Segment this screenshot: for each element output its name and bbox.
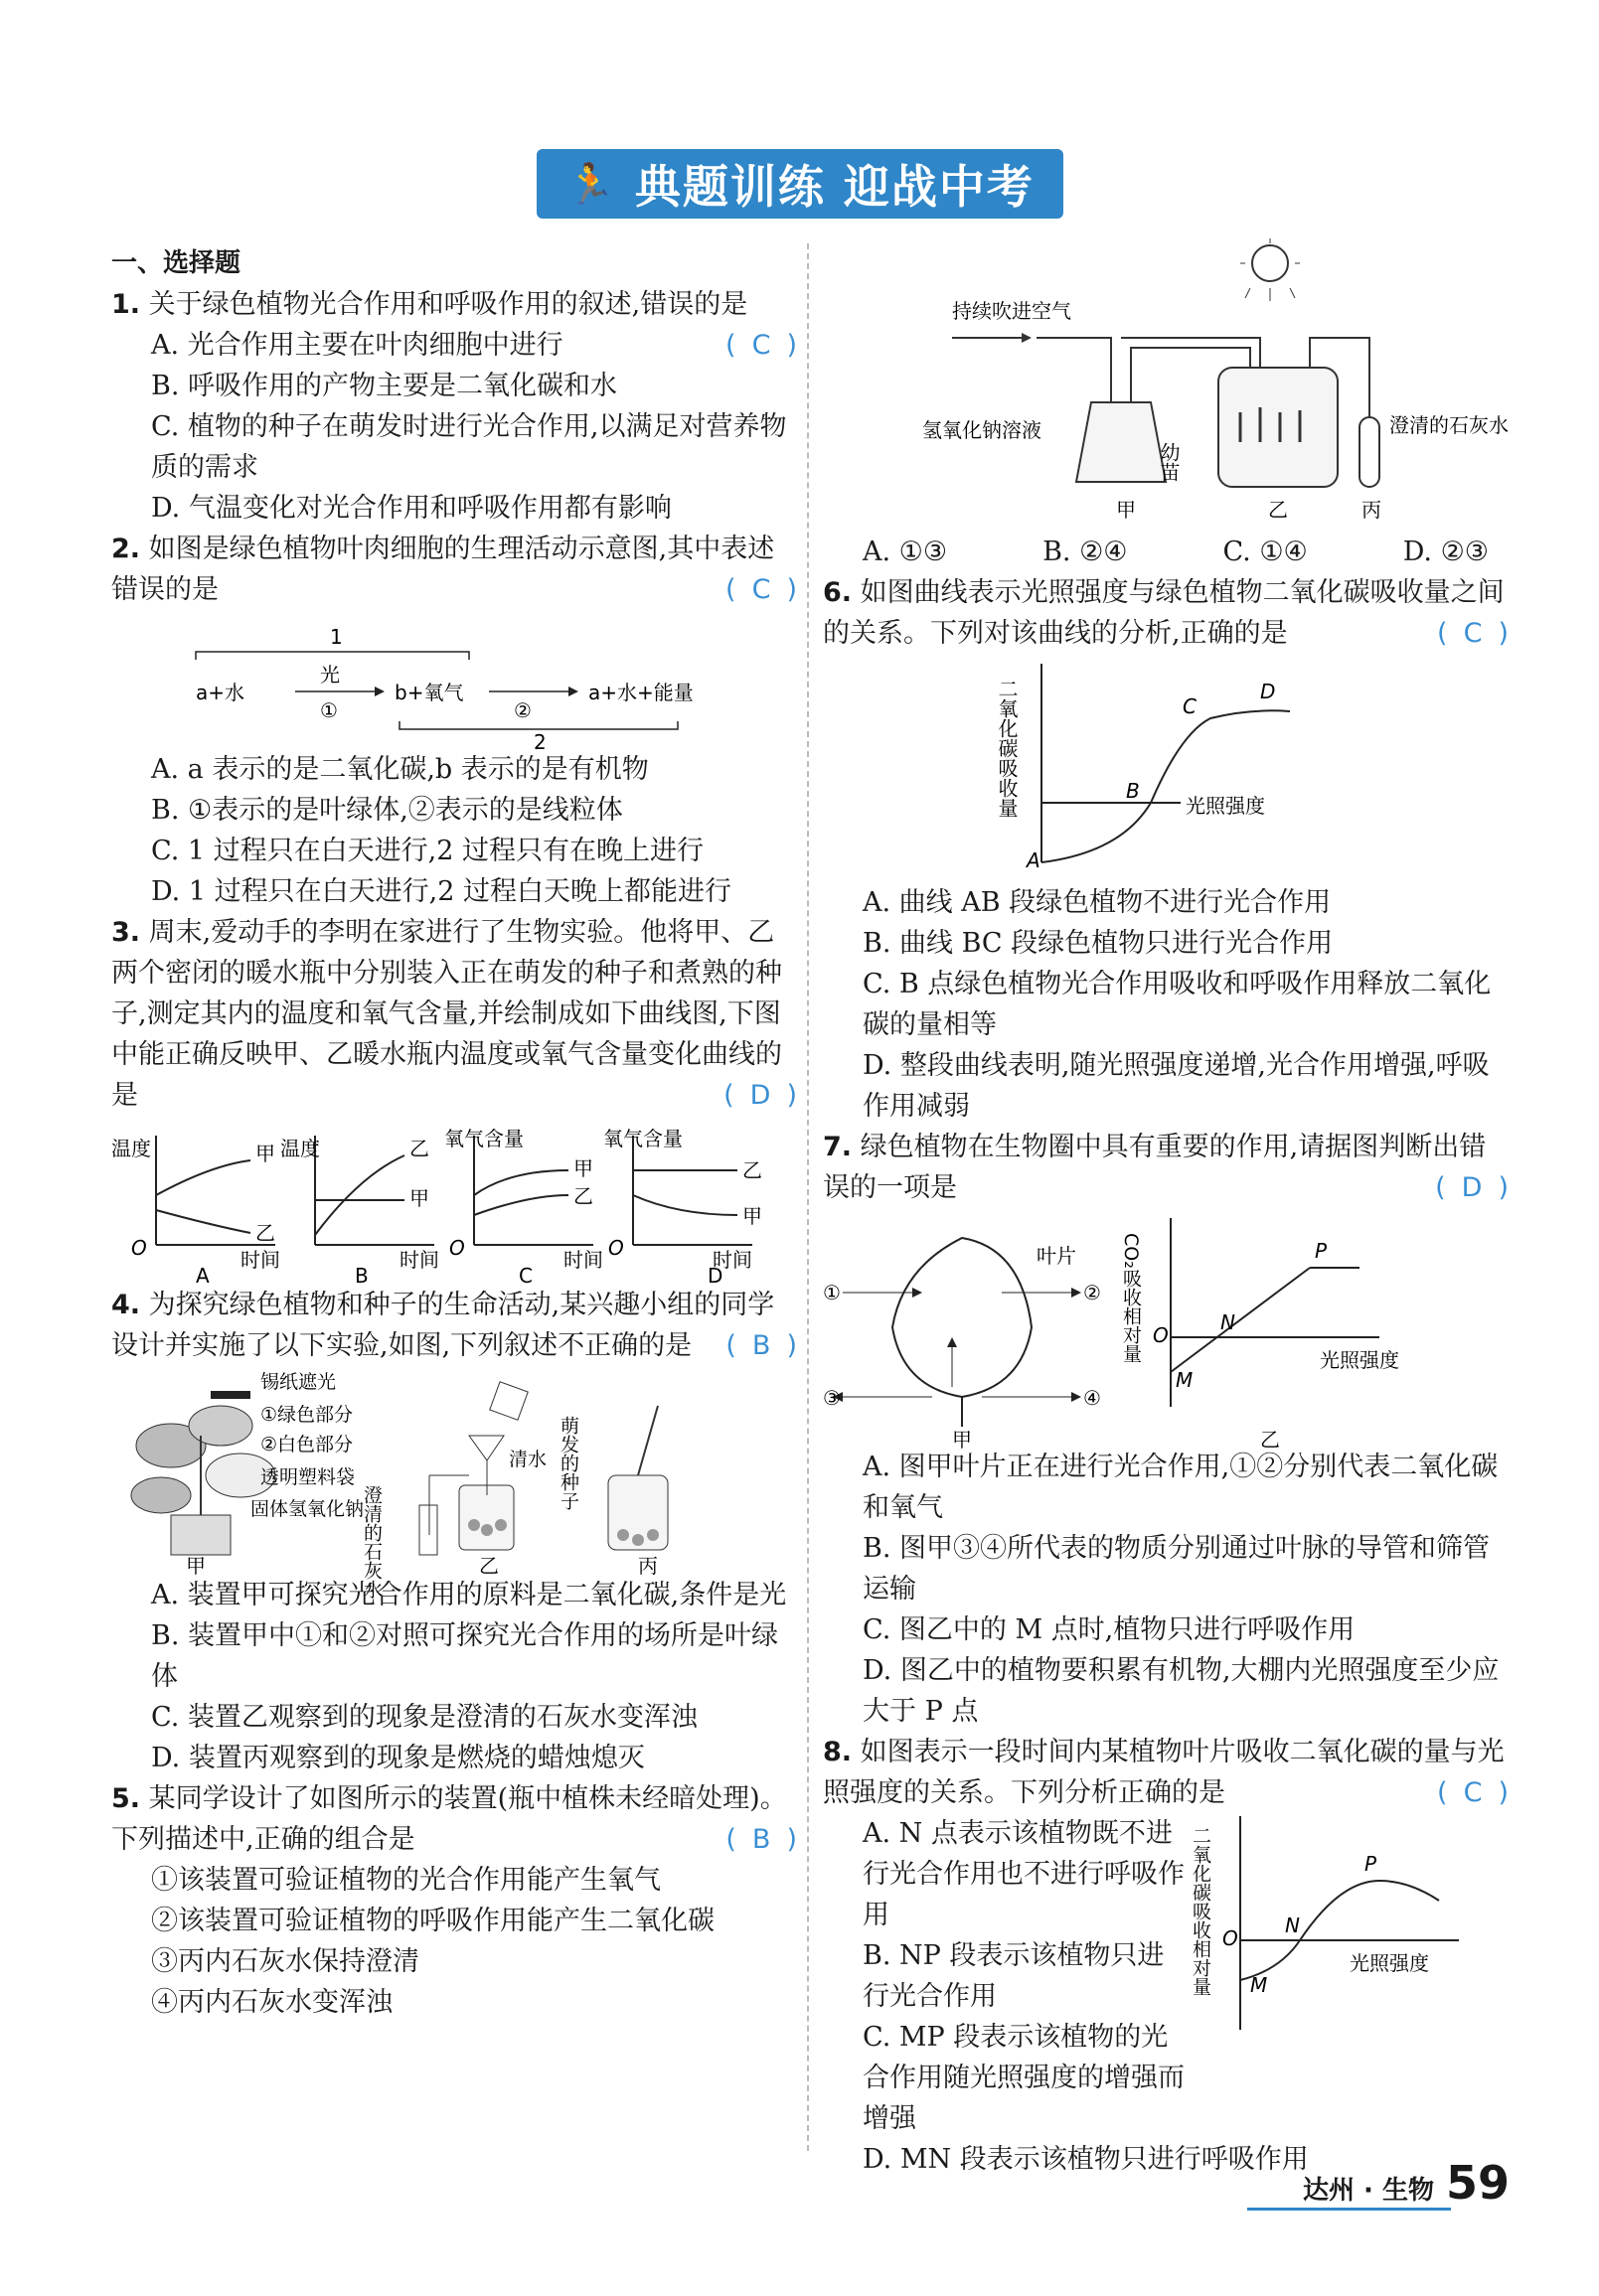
svg-text:二氧化碳吸收量: 二氧化碳吸收量	[995, 679, 1019, 818]
svg-text:甲: 甲	[742, 1204, 762, 1228]
question-stem: 周末,爱动手的李明在家进行了生物实验。他将甲、乙两个密闭的暖水瓶中分别装入正在萌发的种子和煮熟的种子,测定其内的温度和氧气含量,并绘制成如下曲线图,下图中能正确反映甲、乙暖水瓶内温度或氧气含量变化曲线的是	[111, 917, 782, 1111]
jar	[1218, 368, 1338, 487]
label-right: a+水+能量	[588, 681, 694, 704]
svg-text:甲: 甲	[409, 1186, 429, 1210]
subject-label: 达州 · 生物	[1303, 2176, 1434, 2206]
svg-text:固体氢氧化钠: 固体氢氧化钠	[250, 1498, 365, 1520]
graph-d	[603, 1127, 762, 1288]
svg-text:二氧化碳吸收相对量: 二氧化碳吸收相对量	[1190, 1826, 1211, 1996]
option: A. N 点表示该植物既不进行光合作用也不进行呼吸作用	[863, 1818, 1185, 1930]
option: D. 图乙中的植物要积累有机物,大棚内光照强度至少应大于 P 点	[863, 1655, 1500, 1727]
label-left: a+水	[196, 681, 245, 704]
option: C. B 点绿色植物光合作用吸收和呼吸作用释放二氧化碳的量相等	[863, 969, 1492, 1040]
temperature-oxygen-graphs	[111, 1116, 797, 1288]
svg-text:乙: 乙	[409, 1137, 429, 1160]
svg-text:透明塑料袋: 透明塑料袋	[260, 1466, 356, 1488]
question-stem: 如图是绿色植物叶肉细胞的生理活动示意图,其中表述错误的是	[111, 534, 775, 605]
svg-text:甲: 甲	[255, 1142, 275, 1165]
svg-text:氢氧化钠溶液: 氢氧化钠溶液	[922, 418, 1041, 442]
caption-b: B	[355, 1264, 369, 1288]
label-c1: ①	[320, 698, 338, 722]
question-8: 8. 如图表示一段时间内某植物叶片吸收二氧化碳的量与光照强度的关系。下列分析正确的是 ( C ) A. N 点表示该植物既不进行光合作用也不进行呼吸作用 B. NP 段表示该植物只进行光合作用 C. MP 段表示该植物的光合作用随光照强度的增强而增强 D. MN 段表示该植物只进行呼吸作用 二氧化碳吸收相对量 P N M O 光照强度	[823, 1732, 1509, 2180]
svg-text:光照强度: 光照强度	[1320, 1348, 1399, 1372]
svg-text:萌发的种子: 萌发的种子	[558, 1416, 579, 1510]
svg-text:乙: 乙	[1260, 1428, 1280, 1452]
graph-a	[111, 1136, 280, 1288]
svg-text:清水: 清水	[509, 1449, 548, 1470]
svg-text:澄清的石灰水: 澄清的石灰水	[1389, 413, 1509, 437]
svg-text:时间: 时间	[713, 1248, 752, 1272]
svg-text:P: P	[1364, 1852, 1377, 1876]
svg-text:乙: 乙	[573, 1184, 593, 1208]
option: B. 图甲③④所代表的物质分别通过叶脉的导管和筛管运输	[863, 1533, 1491, 1605]
svg-text:O: O	[449, 1236, 465, 1260]
option: A. a 表示的是二氧化碳,b 表示的是有机物	[151, 754, 649, 785]
svg-text:P: P	[1315, 1239, 1328, 1263]
question-stem: 如图曲线表示光照强度与绿色植物二氧化碳吸收量之间的关系。下列对该曲线的分析,正确的是	[823, 577, 1505, 649]
question-stem: 如图表示一段时间内某植物叶片吸收二氧化碳的量与光照强度的关系。下列分析正确的是	[823, 1737, 1505, 1808]
caption-d: D	[708, 1264, 723, 1288]
svg-text:时间: 时间	[240, 1248, 280, 1272]
svg-text:③: ③	[823, 1386, 841, 1410]
statement: ②该装置可验证植物的呼吸作用能产生二氧化碳	[151, 1906, 715, 1936]
svg-text:甲: 甲	[186, 1554, 206, 1578]
banner-title: 典题训练 迎战中考	[634, 160, 1035, 214]
svg-text:A: A	[1027, 848, 1040, 872]
svg-text:O: O	[1153, 1323, 1169, 1347]
svg-text:O: O	[131, 1236, 147, 1260]
option: A. 光合作用主要在叶肉细胞中进行	[151, 330, 563, 361]
option: B. 呼吸作用的产物主要是二氧化碳和水	[151, 371, 618, 401]
process-diagram	[141, 610, 737, 754]
option: D. 气温变化对光合作用和呼吸作用都有影响	[151, 493, 672, 524]
option: A. 装置甲可探究光合作用的原料是二氧化碳,条件是光	[151, 1580, 787, 1610]
option: C. 1 过程只在白天进行,2 过程只有在晚上进行	[151, 836, 704, 866]
svg-text:氧气含量: 氧气含量	[603, 1127, 683, 1150]
svg-text:M: M	[1250, 1973, 1268, 1997]
svg-text:N: N	[1220, 1310, 1235, 1334]
left-column	[111, 243, 797, 2023]
label-mid: b+氧气	[395, 681, 464, 704]
airflow-apparatus-figure	[902, 243, 1588, 532]
svg-text:乙: 乙	[479, 1554, 499, 1578]
section-banner	[537, 149, 1063, 219]
svg-text:D: D	[1260, 680, 1276, 703]
svg-text:时间: 时间	[400, 1248, 439, 1272]
question-stem: 某同学设计了如图所示的装置(瓶中植株未经暗处理)。下列描述中,正确的组合是	[111, 1783, 787, 1855]
y-label: 温度	[111, 1137, 151, 1160]
sun-icon	[1240, 238, 1300, 301]
svg-text:N: N	[1285, 1913, 1300, 1937]
svg-text:M: M	[1176, 1368, 1194, 1392]
svg-text:①: ①	[823, 1281, 841, 1304]
option: A. 图甲叶片正在进行光合作用,①②分别代表二氧化碳和氧气	[863, 1452, 1499, 1523]
question-5: 5. 某同学设计了如图所示的装置(瓶中植株未经暗处理)。下列描述中,正确的组合是 ( B ) ①该装置可验证植物的光合作用能产生氧气 ②该装置可验证植物的呼吸作用能产生二氧化碳 ③丙内石灰水保持澄清 ④丙内石灰水变浑浊	[111, 1778, 797, 2023]
svg-text:乙: 乙	[255, 1221, 275, 1245]
option: D. 装置丙观察到的现象是燃烧的蜡烛熄灭	[151, 1743, 645, 1773]
co2-absorption-curve	[823, 654, 1509, 882]
question-stem: 为探究绿色植物和种子的生命活动,某兴趣小组的同学设计并实施了以下实验,如图,下列叙述不正确的是	[111, 1290, 775, 1361]
svg-text:乙: 乙	[1268, 498, 1288, 522]
option: C. 图乙中的 M 点时,植物只进行呼吸作用	[863, 1614, 1356, 1645]
label-2: 2	[534, 730, 547, 754]
answer-box: ( C )	[725, 330, 797, 361]
svg-text:幼苗: 幼苗	[1157, 442, 1181, 482]
svg-text:O: O	[1222, 1926, 1238, 1950]
leaf-and-graph-figure	[823, 1208, 1509, 1452]
svg-text:澄清的石灰水: 澄清的石灰水	[361, 1485, 383, 1599]
svg-text:B: B	[1126, 779, 1140, 803]
co2-light-graph	[1190, 1811, 1499, 2060]
svg-text:光照强度: 光照强度	[1350, 1951, 1429, 1975]
question-stem: 关于绿色植物光合作用和呼吸作用的叙述,错误的是	[148, 289, 748, 320]
plant-illustration	[131, 1391, 275, 1555]
question-3: 3. 周末,爱动手的李明在家进行了生物实验。他将甲、乙两个密闭的暖水瓶中分别装入正在萌发的种子和煮熟的种子,测定其内的温度和氧气含量,并绘制成如下曲线图,下图中能正确反映甲、乙暖水瓶内温度或氧气含量变化曲线的是 ( D ) 温度 甲 乙 O 时间 A 温度 乙 甲 时间 B 氧气含量 甲 乙 O 时间 C 氧气含量 乙 甲 O 时间 D	[111, 917, 797, 1288]
answer-box: ( D )	[723, 1080, 797, 1111]
option: B. 曲线 BC 段绿色植物只进行光合作用	[863, 928, 1334, 959]
svg-text:丙: 丙	[1361, 498, 1381, 522]
svg-text:C: C	[1183, 694, 1197, 718]
svg-text:②白色部分: ②白色部分	[260, 1434, 354, 1455]
label-light: 光	[320, 663, 340, 687]
svg-text:温度: 温度	[280, 1137, 320, 1160]
flask	[1076, 402, 1166, 482]
test-tube	[1359, 417, 1379, 487]
svg-text:时间: 时间	[563, 1248, 603, 1272]
option: C. MP 段表示该植物的光合作用随光照强度的增强而增强	[863, 2022, 1185, 2134]
option: D. 整段曲线表明,随光照强度递增,光合作用增强,呼吸作用减弱	[863, 1050, 1490, 1122]
answer-box: ( B )	[725, 1330, 797, 1361]
question-stem: 绿色植物在生物圈中具有重要的作用,请据图判断出错误的一项是	[823, 1132, 1487, 1203]
svg-text:O: O	[608, 1236, 624, 1260]
svg-text:甲: 甲	[573, 1156, 593, 1180]
caption-c: C	[519, 1264, 533, 1288]
section-heading: 一、选择题	[111, 248, 241, 278]
option: C. 装置乙观察到的现象是澄清的石灰水变浑浊	[151, 1702, 698, 1733]
option: B. ①表示的是叶绿体,②表示的是线粒体	[151, 795, 623, 826]
question-4: 4. 为探究绿色植物和种子的生命活动,某兴趣小组的同学设计并实施了以下实验,如图,下列叙述不正确的是 ( B ) 锡纸遮光 ①绿色部分 ②白色部分 透明塑料袋 固体氢氧化钠 甲 澄清的石灰水 清水 乙 萌发的种子 丙 A. 装置甲可探究光合作用的原料是二氧化碳,条件是光 B. 装置甲中①和②对照可探究光合作用的场所是叶绿体 C. 装置乙观察到的现象是澄清的石灰水变浑浊 D. 装置丙观察到的现象是燃烧的蜡烛熄灭	[111, 1285, 797, 1778]
option: C. 植物的种子在萌发时进行光合作用,以满足对营养物质的需求	[151, 411, 787, 483]
answer-box: ( B )	[725, 1824, 797, 1855]
runner-icon: 🏃	[565, 161, 617, 208]
svg-text:锡纸遮光: 锡纸遮光	[260, 1371, 337, 1393]
answer-box: ( C )	[1437, 1777, 1509, 1808]
question-7: 7. 绿色植物在生物圈中具有重要的作用,请据图判断出错误的一项是 ( D ) ① ② ③ ④ 叶片 甲 CO₂吸收相对量 P N M O 光照强度 乙 A. 图甲叶片正在进行光合作用,①②分别代表二氧化碳和氧气 B. 图甲③④所代表的物质分别通过叶脉的导管和筛管运输 C. 图乙中的 M 点时,植物只进行呼吸作用 D. 图乙中的植物要积累有机物,大棚内光照强度至少应大于 P 点	[823, 1127, 1509, 1732]
svg-text:持续吹进空气: 持续吹进空气	[952, 299, 1071, 323]
answer-box: ( C )	[725, 574, 797, 605]
label-c2: ②	[514, 698, 532, 722]
label-1: 1	[330, 625, 343, 649]
option: D. 1 过程只在白天进行,2 过程白天晚上都能进行	[151, 876, 731, 907]
q5-choices: A. ①③ B. ②④ C. ①④ D. ②③	[863, 536, 1489, 567]
answer-box: ( D )	[1435, 1172, 1509, 1203]
option: A. 曲线 AB 段绿色植物不进行光合作用	[863, 887, 1332, 918]
statement: ③丙内石灰水保持澄清	[151, 1946, 419, 1977]
svg-text:叶片: 叶片	[1037, 1244, 1076, 1268]
question-2: 2. 如图是绿色植物叶肉细胞的生理活动示意图,其中表述错误的是 ( C ) 1 a+水 光 ① b+氧气 ② a+水+能量 2 A. a 表示的是二氧化碳,b 表示的是有机物 B. ①表示的是叶绿体,②表示的是线粒体 C. 1 过程只在白天进行,2 过程只有在晚上进行 D. 1 过程只在白天进行,2 过程白天晚上都能进行	[111, 529, 797, 912]
option: B. NP 段表示该植物只进行光合作用	[863, 1940, 1165, 2012]
jar-illustration	[608, 1406, 668, 1550]
option: D. MN 段表示该植物只进行呼吸作用	[863, 2144, 1309, 2175]
column-divider	[807, 243, 809, 2151]
svg-text:②: ②	[1083, 1281, 1101, 1304]
answer-box: ( C )	[1437, 618, 1509, 649]
footer-rule	[1247, 2208, 1451, 2211]
light-response-graph	[1120, 1218, 1399, 1452]
svg-text:甲: 甲	[952, 1428, 972, 1452]
caption-a: A	[196, 1264, 210, 1288]
statement: ①该装置可验证植物的光合作用能产生氧气	[151, 1865, 661, 1896]
question-6: 6. 如图曲线表示光照强度与绿色植物二氧化碳吸收量之间的关系。下列对该曲线的分析,正确的是 ( C ) 二氧化碳吸收量 A B C D 光照强度 A. 曲线 AB 段绿色植物不进行光合作用 B. 曲线 BC 段绿色植物只进行光合作用 C. B 点绿色植物光合作用吸收和呼吸作用释放二氧化碳的量相等 D. 整段曲线表明,随光照强度递增,光合作用增强,呼吸作用减弱	[823, 572, 1509, 1127]
svg-text:氧气含量: 氧气含量	[444, 1127, 524, 1150]
svg-text:④: ④	[1083, 1386, 1101, 1410]
option: B. 装置甲中①和②对照可探究光合作用的场所是叶绿体	[151, 1620, 779, 1692]
statement: ④丙内石灰水变浑浊	[151, 1987, 393, 2018]
svg-text:①绿色部分: ①绿色部分	[260, 1404, 354, 1426]
graph-b	[280, 1136, 439, 1288]
svg-text:甲: 甲	[1116, 498, 1136, 522]
svg-text:丙: 丙	[638, 1554, 658, 1578]
svg-text:CO₂吸收相对量: CO₂吸收相对量	[1120, 1233, 1142, 1363]
question-1: 1. 关于绿色植物光合作用和呼吸作用的叙述,错误的是 ( C ) A. 光合作用主要在叶肉细胞中进行 B. 呼吸作用的产物主要是二氧化碳和水 C. 植物的种子在萌发时进行光合作用,以满足对营养物质的需求 D. 气温变化对光合作用和呼吸作用都有影响	[111, 284, 797, 529]
right-column	[823, 243, 1509, 2180]
svg-text:乙: 乙	[742, 1158, 762, 1182]
graph-c	[444, 1127, 603, 1288]
page-number: 59	[1445, 2156, 1510, 2210]
svg-text:光照强度: 光照强度	[1186, 794, 1265, 818]
page-footer	[1303, 2156, 1510, 2210]
